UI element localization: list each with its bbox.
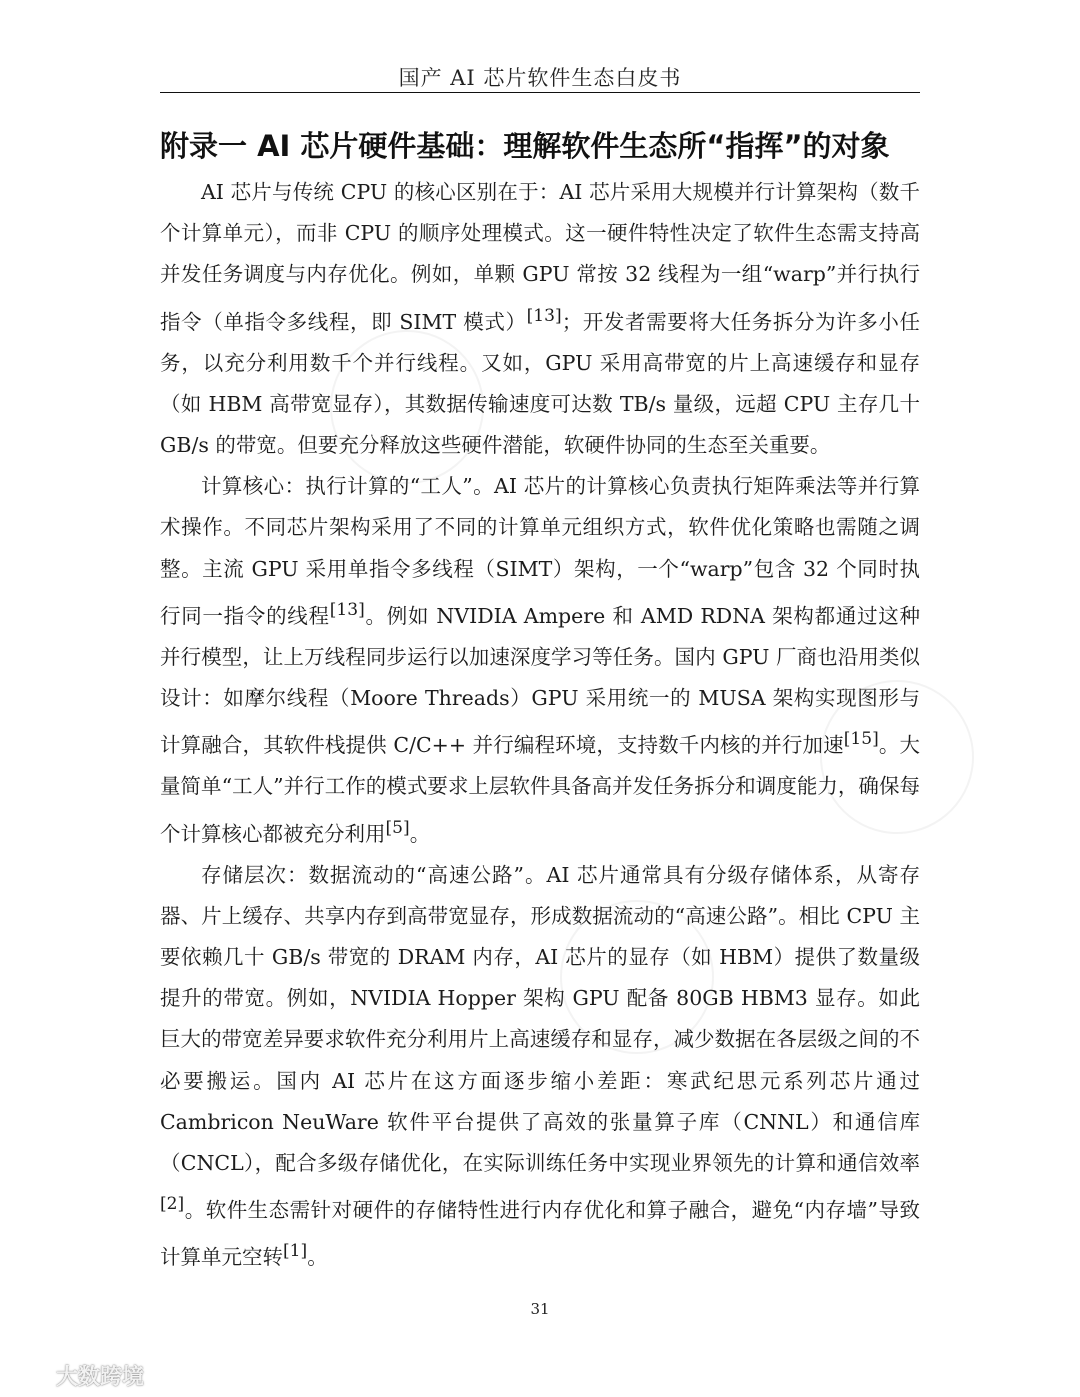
header-divider bbox=[160, 92, 920, 93]
citation-1: [1] bbox=[283, 1241, 308, 1262]
citation-5: [5] bbox=[385, 817, 410, 838]
paragraph-text: AI 芯片与传统 CPU 的核心区别在于：AI 芯片采用大规模并行计算架构（数千个计算单元），而非 CPU 的顺序处理模式。这一硬件特性决定了软件生态需支持高并发任务调度与内存优化。例如，单颗 GPU 常按 32 线程为一组“warp”并行执行指令（单指令多线程，即 SIMT 模式） bbox=[160, 180, 920, 334]
citation-15: [15] bbox=[843, 729, 879, 750]
citation-2: [2] bbox=[160, 1194, 185, 1215]
paragraph-memory-hierarchy bbox=[160, 855, 920, 1279]
paragraph-text: 计算核心：执行计算的“工人”。AI 芯片的计算核心负责执行矩阵乘法等并行算术操作。不同芯片架构采用了不同的计算单元组织方式，软件优化策略也需随之调整。主流 GPU 采用单指令多线程（SIMT）架构，一个“warp”包含 32 个同时执行同一指令的线程 bbox=[160, 474, 920, 628]
body-text bbox=[160, 172, 920, 1278]
paragraph-compute-core bbox=[160, 466, 920, 854]
paragraph-text: 存储层次：数据流动的“高速公路”。AI 芯片通常具有分级存储体系，从寄存器、片上缓存、共享内存到高带宽显存，形成数据流动的“高速公路”。相比 CPU 主要依赖几十 GB/s 带宽的 DRAM 内存，AI 芯片的显存（如 HBM）提供了数量级提升的带宽。例如，NVIDIA Hopper 架构 GPU 配备 80GB HBM3 显存。如此巨大的带宽差异要求软件充分利用片上高速缓存和显存，减少数据在各层级之间的不必要搬运。国内 AI 芯片在这方面逐步缩小差距：寒武纪思元系列芯片通过 Cambricon NeuWare 软件平台提供了高效的张量算子库（CNNL）和通信库（CNCL），配合多级存储优化，在实际训练任务中实现业界领先的计算和通信效率 bbox=[160, 862, 920, 1175]
brand-name: 大数跨境 bbox=[56, 1365, 145, 1390]
paragraph-text: 。 bbox=[307, 1245, 328, 1270]
paragraph-text: 。 bbox=[409, 821, 431, 846]
page-number: 31 bbox=[530, 1300, 550, 1318]
running-header: 国产 AI 芯片软件生态白皮书 bbox=[398, 66, 682, 90]
brand-watermark bbox=[10, 1360, 144, 1391]
brand-logo-icon bbox=[10, 1364, 50, 1388]
citation-13: [13] bbox=[329, 599, 365, 620]
paragraph-intro bbox=[160, 172, 920, 466]
section-title: 附录一 AI 芯片硬件基础：理解软件生态所“指挥”的对象 bbox=[160, 129, 890, 163]
citation-13: [13] bbox=[526, 305, 562, 326]
paragraph-text: 。例如 NVIDIA Ampere 和 AMD RDNA 架构都通过这种并行模型，让上万线程同步运行以加速深度学习等任务。国内 GPU 厂商也沿用类似设计：如摩尔线程（Moore Threads）GPU 采用统一的 MUSA 架构实现图形与计算融合，其软件栈提供 C/C++ 并行编程环境，支持数千内核的并行加速 bbox=[160, 603, 921, 758]
paragraph-text: ；开发者需要将大任务拆分为许多小任务，以充分利用数千个并行线程。又如，GPU 采用高带宽的片上高速缓存和显存（如 HBM 高带宽显存），其数据传输速度可达数 TB/s 量级，远超 CPU 主存几十 GB/s 的带宽。但要充分释放这些硬件潜能，软硬件协同的生态至关重要。 bbox=[160, 309, 920, 458]
paragraph-text: 。软件生态需针对硬件的存储特性进行内存优化和算子融合，避免“内存墙”导致计算单元空转 bbox=[160, 1198, 920, 1270]
paragraph-text: 。大量简单“工人”并行工作的模式要求上层软件具备高并发任务拆分和调度能力，确保每个计算核心都被充分利用 bbox=[160, 733, 920, 846]
